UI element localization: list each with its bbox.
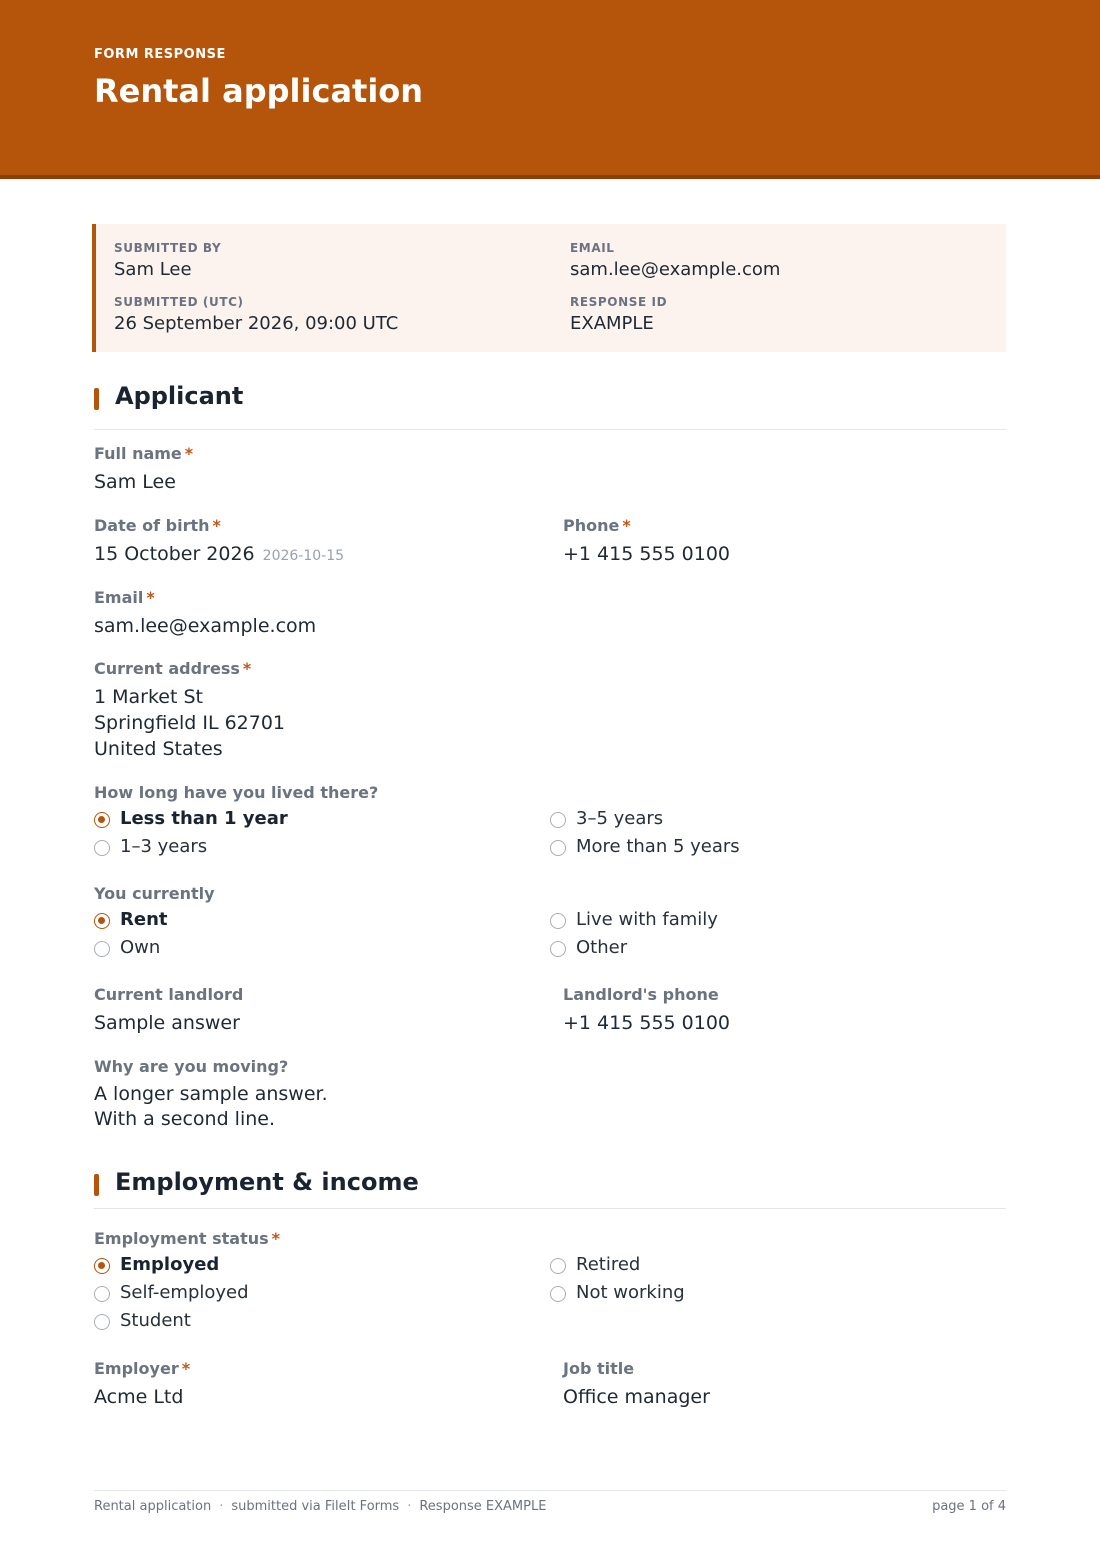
required-marker: * xyxy=(622,516,631,535)
field-value: 15 October 2026 2026-10-15 xyxy=(94,543,345,565)
required-marker: * xyxy=(184,444,194,463)
field-label: You currently xyxy=(94,884,215,903)
field-date-of-birth xyxy=(94,516,344,569)
form-header xyxy=(0,0,1100,179)
field-label: Why are you moving? xyxy=(94,1057,289,1076)
meta-response-id xyxy=(570,295,667,336)
required-marker: * xyxy=(181,1359,191,1378)
meta-value: Sam Lee xyxy=(114,259,192,280)
field-label: Employment status * xyxy=(94,1229,280,1248)
submission-meta-panel xyxy=(92,224,1006,352)
field-label: Email * xyxy=(94,588,155,607)
field-job-title xyxy=(563,1359,710,1410)
radio-empty-icon xyxy=(94,1314,110,1330)
field-residence-duration xyxy=(94,783,378,803)
section-heading: Applicant xyxy=(115,382,244,410)
radio-empty-icon xyxy=(94,941,110,957)
footer-info xyxy=(94,1499,546,1514)
field-value: Sam Lee xyxy=(94,471,176,493)
required-marker: * xyxy=(212,516,221,535)
field-employer xyxy=(94,1359,190,1410)
page-number: page 1 of 4 xyxy=(932,1499,1006,1514)
radio-empty-icon xyxy=(550,812,566,828)
meta-label: SUBMITTED (UTC) xyxy=(114,295,244,309)
field-label: Full name * xyxy=(94,444,194,463)
page-footer xyxy=(94,1490,1006,1514)
field-full-name xyxy=(94,444,193,495)
section-title-employment xyxy=(94,1168,1006,1209)
field-value: Acme Ltd xyxy=(94,1386,184,1408)
field-label: Date of birth * xyxy=(94,516,221,535)
footer-separator: · xyxy=(219,1499,224,1514)
radio-empty-icon xyxy=(550,941,566,957)
meta-label: EMAIL xyxy=(570,241,615,255)
meta-value: sam.lee@example.com xyxy=(570,259,781,280)
field-value xyxy=(94,1082,328,1132)
section-heading: Employment & income xyxy=(115,1168,419,1196)
field-label: Employer * xyxy=(94,1359,191,1378)
field-email xyxy=(94,588,316,639)
field-label: Current landlord xyxy=(94,985,244,1004)
meta-value: EXAMPLE xyxy=(570,313,654,334)
meta-email xyxy=(570,241,780,282)
section-title-applicant xyxy=(94,382,1006,430)
footer-separator: · xyxy=(407,1499,412,1514)
radio-empty-icon xyxy=(550,840,566,856)
field-employment-status xyxy=(94,1229,280,1249)
field-value: +1 415 555 0100 xyxy=(563,1012,731,1034)
radio-selected-icon xyxy=(94,1258,110,1274)
radio-empty-icon xyxy=(94,840,110,856)
meta-submitted-by xyxy=(114,241,221,282)
meta-value: 26 September 2026, 09:00 UTC xyxy=(114,313,399,334)
field-label: Current address * xyxy=(94,659,252,678)
field-phone xyxy=(563,516,730,567)
required-marker: * xyxy=(146,588,155,607)
header-eyebrow: FORM RESPONSE xyxy=(94,47,226,62)
section-accent-bar xyxy=(94,1174,99,1196)
required-marker: * xyxy=(271,1229,280,1248)
field-value: Sample answer xyxy=(94,1012,240,1034)
footer-form-name: Rental application xyxy=(94,1499,212,1514)
meta-label: SUBMITTED BY xyxy=(114,241,222,255)
field-label: Phone * xyxy=(563,516,631,535)
field-landlord-phone xyxy=(563,985,730,1036)
field-current-address xyxy=(94,659,285,762)
radio-selected-icon xyxy=(94,913,110,929)
iso-date: 2026-10-15 xyxy=(262,548,345,564)
section-accent-bar xyxy=(94,388,99,410)
meta-label: RESPONSE ID xyxy=(570,295,668,309)
field-label: Landlord's phone xyxy=(563,985,719,1004)
radio-selected-icon xyxy=(94,812,110,828)
required-marker: * xyxy=(242,659,252,678)
field-tenure xyxy=(94,884,215,904)
field-value: Office manager xyxy=(563,1386,710,1408)
address-line: United States xyxy=(94,738,223,760)
address-line: Springfield IL 62701 xyxy=(94,712,286,734)
radio-empty-icon xyxy=(550,1258,566,1274)
field-value xyxy=(94,684,285,762)
field-label: How long have you lived there? xyxy=(94,783,379,802)
footer-via: submitted via FileIt Forms xyxy=(231,1499,400,1514)
field-value: +1 415 555 0100 xyxy=(563,543,731,565)
footer-response: Response EXAMPLE xyxy=(419,1499,547,1514)
field-value: sam.lee@example.com xyxy=(94,615,317,637)
answer-line: A longer sample answer. xyxy=(94,1083,328,1105)
page-title: Rental application xyxy=(94,72,424,110)
radio-empty-icon xyxy=(550,1286,566,1302)
answer-line: With a second line. xyxy=(94,1108,275,1130)
radio-empty-icon xyxy=(94,1286,110,1302)
address-line: 1 Market St xyxy=(94,686,203,708)
meta-submitted-utc xyxy=(114,295,398,336)
field-current-landlord xyxy=(94,985,243,1036)
radio-empty-icon xyxy=(550,913,566,929)
field-label: Job title xyxy=(563,1359,635,1378)
field-moving-reason xyxy=(94,1057,328,1132)
